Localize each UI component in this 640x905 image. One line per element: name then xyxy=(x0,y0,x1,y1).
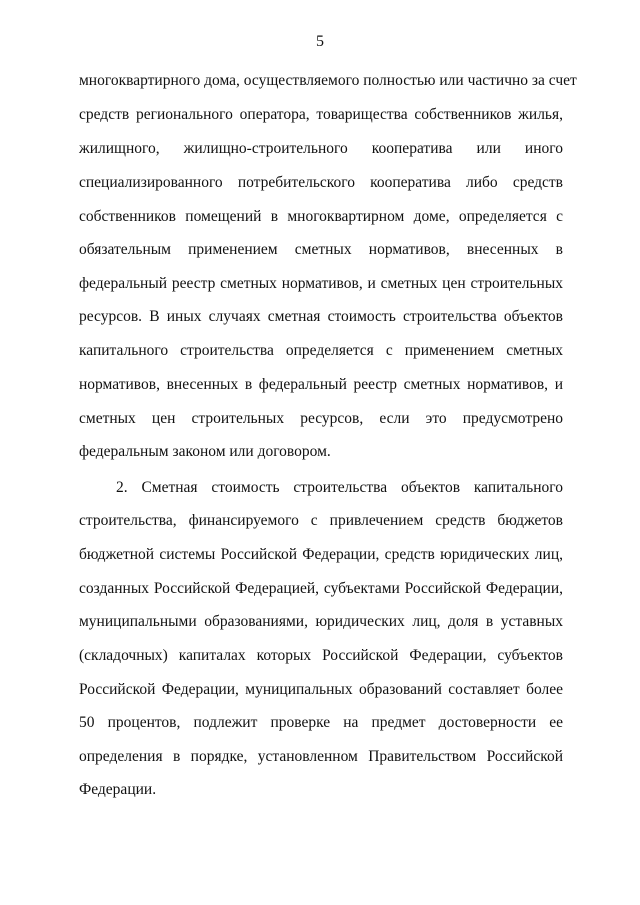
text-line: сметных цен строительных ресурсов, если это предусмотрено xyxy=(79,410,563,427)
page-number: 5 xyxy=(316,33,324,50)
text-line: жилищного, жилищно-строительного кооператива или иного xyxy=(79,140,563,157)
text-line: строительства, финансируемого с привлечением средств бюджетов xyxy=(79,512,563,529)
text-line: нормативов, внесенных в федеральный реестр сметных нормативов, и xyxy=(79,376,563,393)
text-line: ресурсов. В иных случаях сметная стоимость строительства объектов xyxy=(79,308,563,325)
text-line: многоквартирного дома, осуществляемого полностью или частично за счет xyxy=(79,72,577,89)
text-line: бюджетной системы Российской Федерации, средств юридических лиц, xyxy=(79,546,563,563)
text-line: обязательным применением сметных нормативов, внесенных в xyxy=(79,241,563,258)
text-line: 50 процентов, подлежит проверке на предмет достоверности ее xyxy=(79,714,563,731)
text-line: (складочных) капиталах которых Российской Федерации, субъектов xyxy=(79,647,563,664)
text-line: федеральный реестр сметных нормативов, и сметных цен строительных xyxy=(79,275,563,292)
text-line: специализированного потребительского кооператива либо средств xyxy=(79,174,563,191)
text-line: 2. Сметная стоимость строительства объектов капитального xyxy=(116,479,563,496)
text-line: созданных Российской Федерацией, субъектами Российской Федерации, xyxy=(79,580,563,597)
text-line: Российской Федерации, муниципальных образований составляет более xyxy=(79,681,563,698)
text-line: Федерации. xyxy=(79,781,157,798)
text-line: средств регионального оператора, товарищества собственников жилья, xyxy=(79,106,563,123)
text-line: федеральным законом или договором. xyxy=(79,443,331,460)
text-line: капитального строительства определяется с применением сметных xyxy=(79,342,563,359)
text-line: муниципальными образованиями, юридических лиц, доля в уставных xyxy=(79,613,563,630)
text-line: определения в порядке, установленном Правительством Российской xyxy=(79,748,563,765)
text-line: собственников помещений в многоквартирном доме, определяется с xyxy=(79,208,563,225)
